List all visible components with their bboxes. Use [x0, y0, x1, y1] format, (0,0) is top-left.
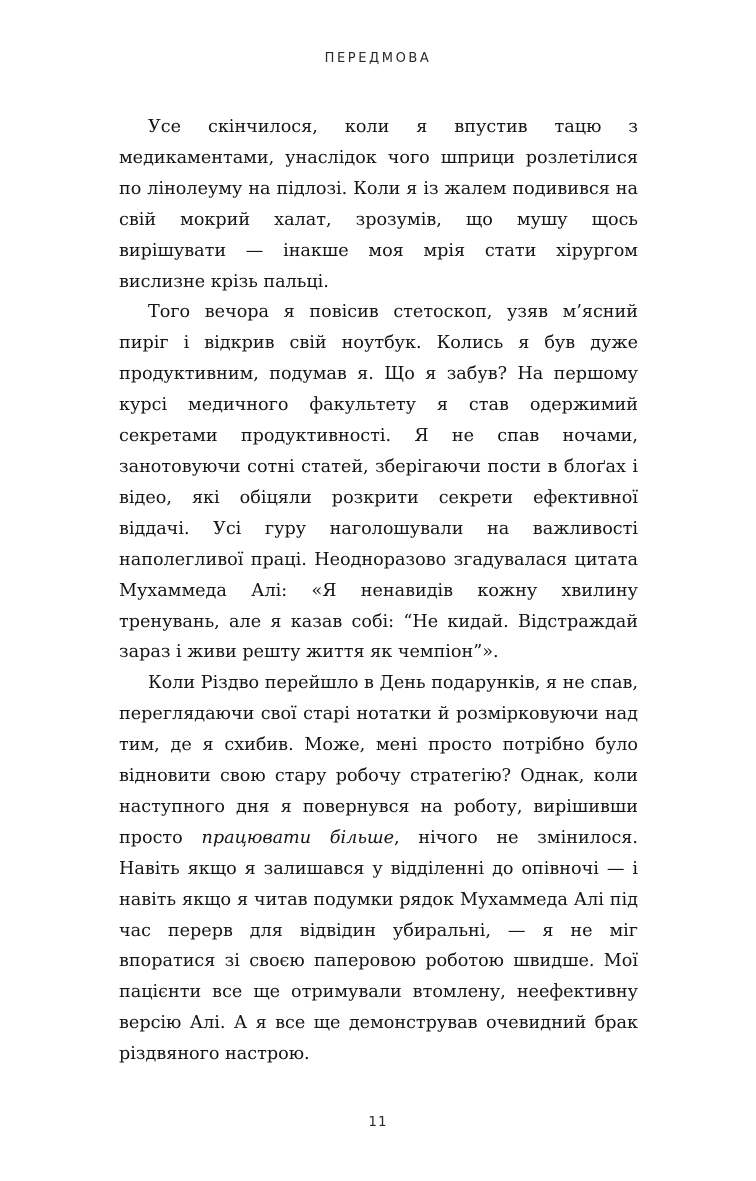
paragraph-text: Усе скінчилося, коли я впустив тацю з медикаментами, унаслідок чого шприци розлетілися по лінолеуму на підлозі. Коли я із жалем подивився на свій мокрий халат, зрозумів, що мушу щось вирішувати — інакше моя мрія стати хірургом вислизне крізь пальці. — [119, 117, 638, 292]
emphasis-text: працювати більше — [201, 827, 395, 848]
paragraph — [119, 297, 638, 668]
paragraph — [119, 112, 638, 297]
paragraph-text: Того вечора я повісив стетоскоп, узяв м’ясний пиріг і відкрив свій ноутбук. Колись я був дуже продуктивним, подумав я. Що я забув? На першому курсі медичного факультету я став одержимий секретами продуктивності. Я не спав ночами, занотовуючи сотні статей, зберігаючи пости в блоґах і відео, які обіцяли розкрити секрети ефективної віддачі. Усі гуру наголошували на важливості наполегливої праці. Неодноразово згадувалася цитата Мухаммеда Алі: «Я ненавидів кожну хвилину тренувань, але я казав собі: “Не кидай. Відстраждай зараз і живи решту життя як чемпіон”». — [119, 302, 638, 663]
running-head: ПЕРЕДМОВА — [324, 51, 432, 66]
page-number: 11 — [368, 1114, 388, 1130]
paragraph — [119, 668, 638, 1070]
body-text — [119, 112, 638, 1070]
paragraph-text: Коли Різдво перейшло в День подарунків, я не спав, переглядаючи свої старі нотатки й розмірковуючи над тим, де я схибив. Може, мені просто потрібно було відновити свою стару робочу стратегію? Однак, коли наступного дня я повернувся на роботу, вирішивши просто — [119, 673, 638, 848]
paragraph-text: , нічого не змінилося. Навіть якщо я залишався у відділенні до опівночі — і навіть якщо я читав подумки рядок Мухаммеда Алі під час перерв для відвідин убиральні, — я не міг впоратися зі своєю паперовою роботою швидше. Мої пацієнти все ще отримували втомлену, неефективну версію Алі. А я все ще демонстрував очевидний брак різдвяного настрою. — [119, 827, 638, 1065]
